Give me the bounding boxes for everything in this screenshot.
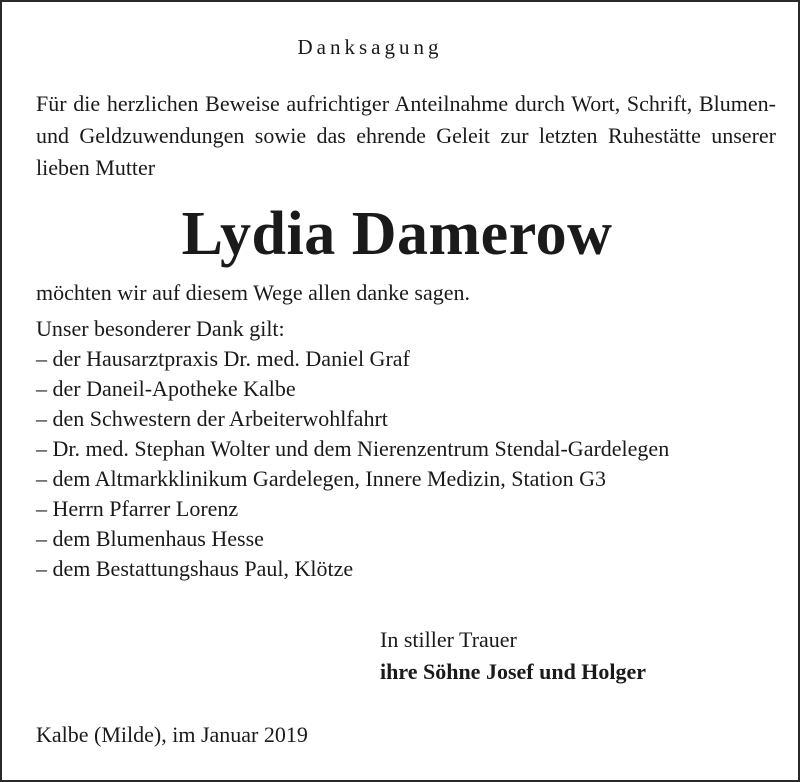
closing-line: möchten wir auf diesem Wege allen danke sagen. <box>36 280 470 305</box>
thanks-item-kidney-center: – Dr. med. Stephan Wolter und dem Nierenzentrum Stendal-Gardelegen <box>36 436 670 461</box>
intro-paragraph: Für die herzlichen Beweise aufrichtiger Anteilnahme durch Wort, Schrift, Blumen- und Geldzuwendungen sowie das ehrende Geleit zur letzten Ruhestätte unserer lieben Mutter <box>36 91 776 180</box>
signature-block <box>380 624 646 688</box>
place-date: Kalbe (Milde), im Januar 2019 <box>36 722 308 747</box>
special-thanks-list <box>36 344 776 584</box>
deceased-name: Lydia Damerow <box>181 200 613 268</box>
notice-heading: Danksagung <box>297 35 443 59</box>
thanks-item-nurses: – den Schwestern der Arbeiterwohlfahrt <box>36 406 388 431</box>
thanks-item-funeral-home: – dem Bestattungshaus Paul, Klötze <box>36 556 354 581</box>
thanks-item-family-doctor: – der Hausarztpraxis Dr. med. Daniel Graf <box>36 346 410 371</box>
thanks-item-pharmacy: – der Daneil-Apotheke Kalbe <box>36 376 296 401</box>
thanks-item-pastor: – Herrn Pfarrer Lorenz <box>36 496 239 521</box>
special-thanks-intro: Unser besonderer Dank gilt: <box>36 316 285 341</box>
thanks-item-hospital: – dem Altmarkklinikum Gardelegen, Innere Medizin, Station G3 <box>36 466 607 491</box>
signers-line: ihre Söhne Josef und Holger <box>380 659 647 684</box>
mourning-line: In stiller Trauer <box>380 627 517 652</box>
special-thanks-section <box>36 314 776 584</box>
thanks-item-florist: – dem Blumenhaus Hesse <box>36 526 264 551</box>
